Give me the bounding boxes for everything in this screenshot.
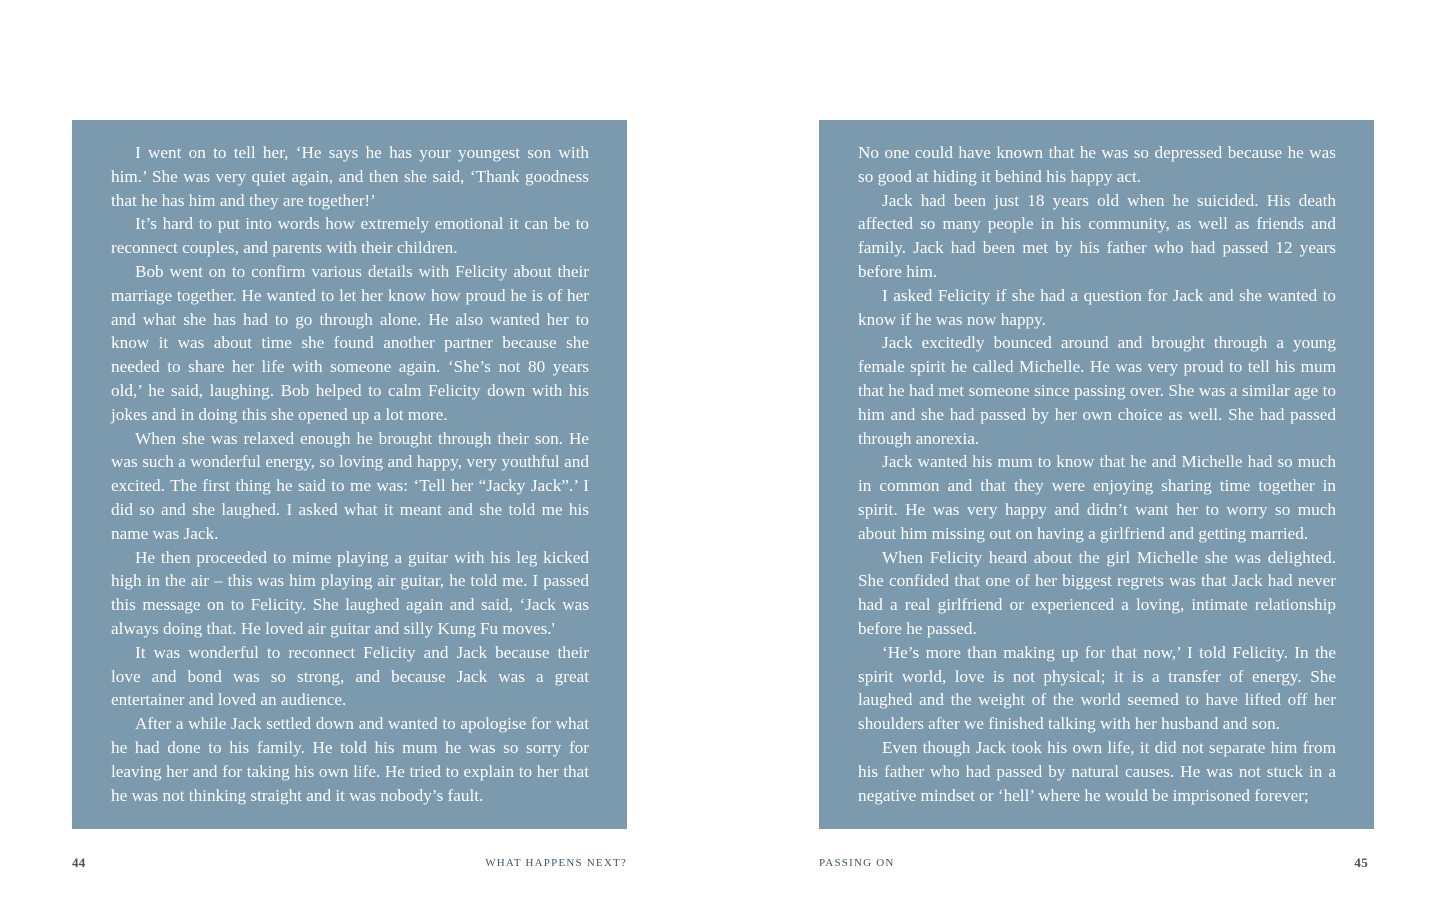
left-text-panel xyxy=(72,120,627,829)
paragraph: After a while Jack settled down and wanted to apologise for what he had done to his family. He told his mum he was so sorry for leaving her and for taking his own life. He tried to explain to her that he was not thinking straight and it was nobody’s fault. xyxy=(111,714,589,805)
paragraph: It’s hard to put into words how extremely emotional it can be to reconnect couples, and parents with their children. xyxy=(111,214,589,258)
page-number: 44 xyxy=(72,855,86,870)
paragraph: No one could have known that he was so depressed because he was so good at hiding it behind his happy act. xyxy=(858,143,1336,186)
page-number: 45 xyxy=(1354,855,1368,870)
right-text-panel xyxy=(819,120,1374,829)
paragraph: I went on to tell her, ‘He says he has your youngest son with him.’ She was very quiet again, and then she said, ‘Thank goodness that he has him and they are together!’ xyxy=(111,143,589,210)
paragraph: Even though Jack took his own life, it did not separate him from his father who had passed by natural causes. He was not stuck in a negative mindset or ‘hell’ where he would be imprisoned forever; xyxy=(858,737,1336,805)
running-head: WHAT HAPPENS NEXT? xyxy=(485,857,627,869)
paragraph: Jack had been just 18 years old when he suicided. His death affected so many people in his community, as well as friends and family. Jack had been met by his father who had passed 12 years before him. xyxy=(858,190,1336,281)
paragraph: It was wonderful to reconnect Felicity and Jack because their love and bond was so strong, and because Jack was a great entertainer and loved an audience. xyxy=(111,642,589,710)
right-page xyxy=(723,0,1445,915)
paragraph: I asked Felicity if she had a question for Jack and she wanted to know if he was now happy. xyxy=(858,285,1336,329)
paragraph: Bob went on to confirm various details with Felicity about their marriage together. He wanted to let her know how proud he is of her and what she has had to go through alone. He also wanted her to know it was about time she found another partner because she needed to share her life with someone again. ‘She’s not 80 years old,’ he said, laughing. Bob helped to calm Felicity down with his jokes and in doing this she opened up a lot more. xyxy=(111,261,589,424)
left-page xyxy=(0,0,722,915)
paragraph: Jack wanted his mum to know that he and Michelle had so much in common and that they were enjoying sharing time together in spirit. He was very happy and didn’t want her to worry so much about him missing out on having a girlfriend and getting married. xyxy=(858,452,1336,543)
paragraph: He then proceeded to mime playing a guitar with his leg kicked high in the air – this was him playing air guitar, he told me. I passed this message on to Felicity. She laughed again and said, ‘Jack was always doing that. He loved air guitar and silly Kung Fu moves.' xyxy=(111,547,589,638)
paragraph: ‘He’s more than making up for that now,’ I told Felicity. In the spirit world, love is not physical; it is a transfer of energy. She laughed and the weight of the world seemed to have lifted off her shoulders after we finished talking with her husband and son. xyxy=(858,642,1336,734)
running-head: PASSING ON xyxy=(819,857,895,869)
paragraph: Jack excitedly bounced around and brought through a young female spirit he called Michelle. He was very proud to tell his mum that he had met someone since passing over. She was a similar age to him and she had passed by her own choice as well. She had passed through anorexia. xyxy=(858,333,1336,448)
paragraph: When she was relaxed enough he brought through their son. He was such a wonderful energy, so loving and happy, very youthful and excited. The first thing he said to me was: ‘Tell her “Jacky Jack”.’ I did so and she laughed. I asked what it meant and she told me his name was Jack. xyxy=(111,428,589,543)
paragraph: When Felicity heard about the girl Michelle she was delighted. She confided that one of her biggest regrets was that Jack had never had a real girlfriend or experienced a loving, intimate relationship before he passed. xyxy=(858,547,1336,638)
